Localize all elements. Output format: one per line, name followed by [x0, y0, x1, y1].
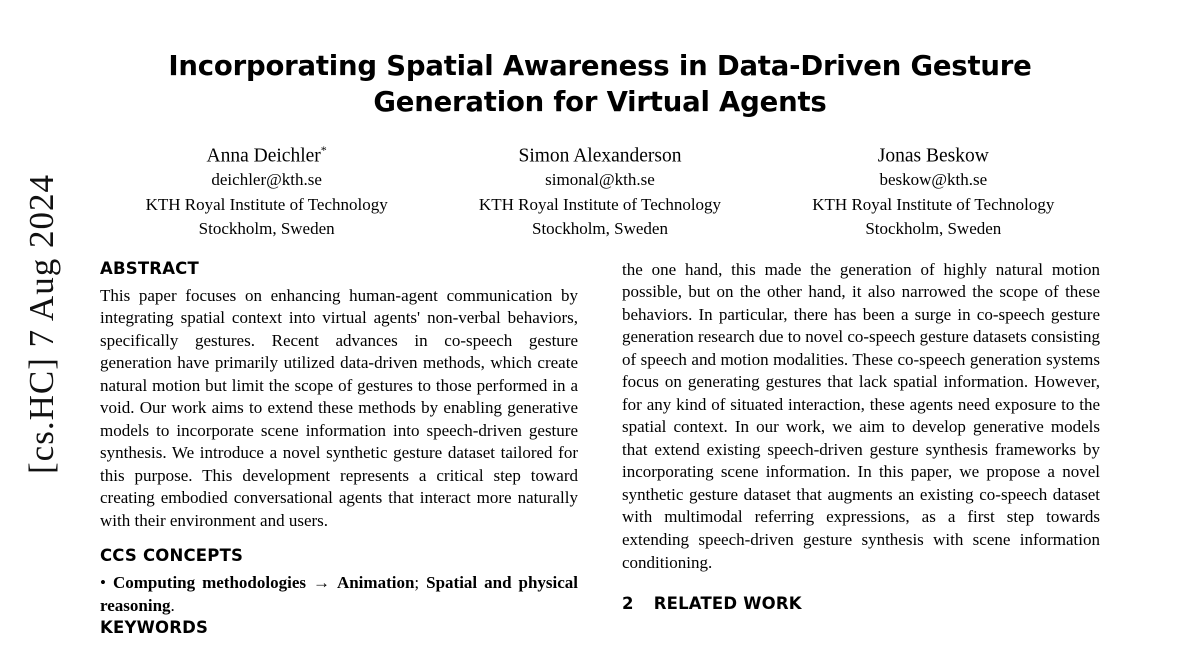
ccs-term-animation: Animation	[336, 573, 415, 593]
section-title: RELATED WORK	[653, 594, 802, 614]
ccs-term-spatial-reasoning: Spatial and physical reasoning	[100, 573, 579, 615]
related-work-heading	[622, 594, 1100, 613]
author-email: simonal@kth.se	[545, 170, 655, 190]
ccs-bullet: •	[100, 573, 106, 593]
keywords-heading: KEYWORDS	[100, 617, 209, 637]
arxiv-identifier-stamp: [cs.HC] 7 Aug 2024	[22, 174, 61, 474]
page-title: Incorporating Spatial Awareness in Data-Driven Gesture Generation for Virtual Agents	[168, 50, 1032, 119]
ccs-arrow-icon: →	[312, 573, 330, 593]
author-city: Stockholm, Sweden	[198, 218, 335, 238]
section-number: 2	[622, 594, 634, 614]
author-city: Stockholm, Sweden	[531, 218, 668, 238]
ccs-concepts-heading: CCS CONCEPTS	[100, 546, 244, 566]
author-city: Stockholm, Sweden	[865, 218, 1002, 238]
author-entry	[433, 143, 766, 241]
author-affiliation: KTH Royal Institute of Technology	[478, 194, 722, 214]
author-block	[100, 143, 1100, 241]
abstract-heading: ABSTRACT	[100, 258, 199, 278]
author-email: deichler@kth.se	[211, 170, 322, 190]
ccs-term-computing-methodologies: Computing methodologies	[112, 573, 306, 593]
author-name	[433, 143, 766, 169]
author-name-text: Anna Deichler	[206, 145, 321, 167]
author-entry	[100, 143, 433, 241]
author-name-text: Simon Alexanderson	[518, 145, 682, 167]
author-email: beskow@kth.se	[879, 170, 988, 190]
author-entry	[767, 143, 1100, 241]
author-affiliation: KTH Royal Institute of Technology	[812, 194, 1055, 214]
author-name	[767, 143, 1100, 169]
author-name	[100, 143, 433, 169]
author-affiliation: KTH Royal Institute of Technology	[145, 194, 388, 214]
right-column	[622, 259, 1100, 644]
author-name-marker: *	[320, 142, 327, 157]
author-name-text: Jonas Beskow	[877, 145, 989, 167]
paper-content	[100, 0, 1100, 648]
ccs-concepts-text	[100, 572, 578, 617]
abstract-text: This paper focuses on enhancing human-agent communication by integrating spatial context into virtual agents' non-verbal behaviors, specifically gestures. Recent advances in co-speech gesture generation have primarily utilized data-driven methods, which create natural motion but limit the scope of gestures to those performed in a void. Our work aims to extend these methods by enabling generative models to incorporate scene information into speech-driven gesture synthesis. We introduce a novel synthetic gesture dataset tailored for this purpose. This development represents a critical step toward creating embodied conversational agents that interact more naturally with their environment and users.	[100, 285, 578, 530]
ccs-separator: ;	[414, 573, 420, 593]
left-column	[100, 259, 578, 644]
two-column-body	[100, 259, 1100, 644]
ccs-period: .	[170, 596, 175, 615]
introduction-continuation-text: the one hand, this made the generation of highly natural motion possible, but on the other hand, it also narrowed the scope of these behaviors. In particular, there has been a surge in co-speech gesture generation research due to novel co-speech gesture datasets consisting of speech and motion modalities. These co-speech generation systems focus on generating gestures that lack spatial information. However, for any kind of situated interaction, these agents need exposure to the spatial context. In our work, we aim to develop generative models that extend existing speech-driven gesture synthesis frameworks by incorporating scene information. In this paper, we propose a novel synthetic gesture dataset that augments an existing co-speech dataset with multimodal referring expressions, as a first step towards extending speech-driven gesture synthesis with scene information conditioning.	[622, 259, 1100, 572]
